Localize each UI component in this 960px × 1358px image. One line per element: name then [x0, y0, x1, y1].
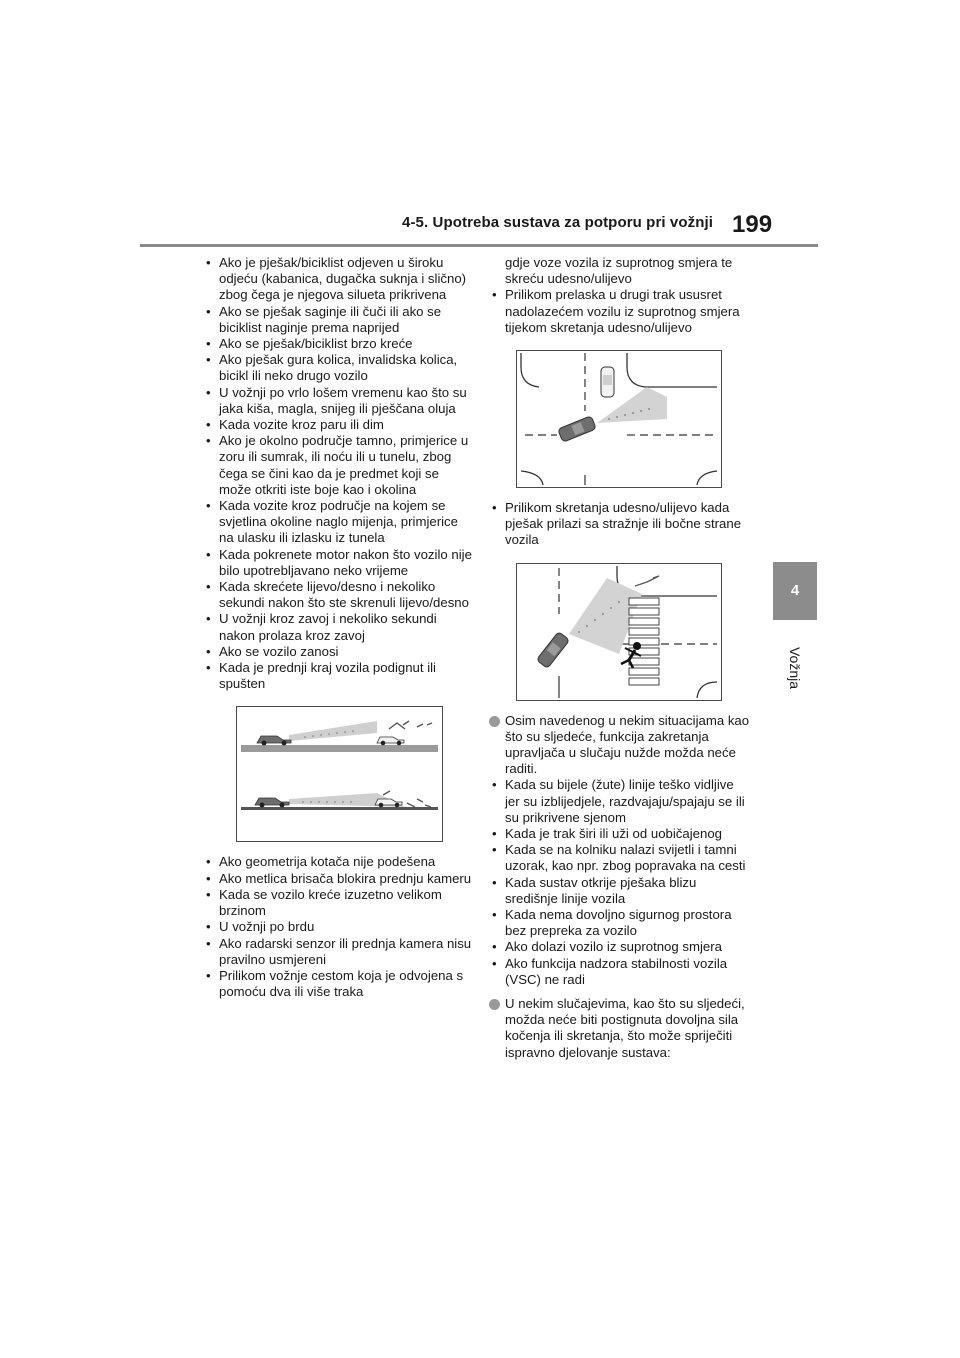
- illustration-pedestrian-crossing: [516, 563, 722, 701]
- illustration-intersection-turn: [516, 350, 722, 488]
- list-item: • Kada sustav otkrije pješaka blizu središnje linije vozila: [489, 875, 751, 907]
- list-item: • Ako geometrija kotača nije podešena: [203, 854, 473, 870]
- list-item: • Ako se pješak/biciklist brzo kreće: [203, 336, 473, 352]
- note-paragraph: U nekim slučajevima, kao što su sljedeći, možda neće biti postignuta dovoljna sila kočenja ili skretanja, što može spriječiti ispravno djelovanje sustava:: [489, 996, 751, 1061]
- section-title: 4-5. Upotreba sustava za potporu pri vožnji: [402, 214, 714, 231]
- list-item: • Ako se vozilo zanosi: [203, 644, 473, 660]
- list-item: • Kada je trak širi ili uži od uobičajenog: [489, 826, 751, 842]
- bullet-dot-icon: [489, 716, 500, 727]
- bullet-list-top: [203, 255, 473, 692]
- list-item: • Kada je prednji kraj vozila podignut ili spušten: [203, 660, 473, 692]
- chapter-tab: 4: [773, 562, 817, 620]
- list-item: • Ako pješak gura kolica, invalidska kolica, bicikl ili neko drugo vozilo: [203, 352, 473, 384]
- bullet-list-b: [489, 500, 751, 549]
- header-rule: [140, 244, 818, 247]
- page-number: 199: [732, 211, 773, 238]
- list-item-continuation: gdje voze vozila iz suprotnog smjera te skreću udesno/ulijevo: [505, 255, 733, 287]
- bullet-list-bottom: [203, 854, 473, 1000]
- list-item: • Ako se pješak saginje ili čuči ili ako se biciklist naginje prema naprijed: [203, 304, 473, 336]
- list-item: • Ako dolazi vozilo iz suprotnog smjera: [489, 939, 751, 955]
- list-item: • Kada nema dovoljno sigurnog prostora bez prepreka za vozilo: [489, 907, 751, 939]
- list-item: • Ako je pješak/biciklist odjeven u široku odjeću (kabanica, dugačka suknja i slično) zbog čega je njegova silueta prikrivena: [203, 255, 473, 304]
- list-item: • Prilikom vožnje cestom koja je odvojena s pomoću dva ili više traka: [203, 968, 473, 1000]
- bullet-list-c: [489, 777, 751, 988]
- right-column: [489, 255, 751, 1061]
- list-item: • U vožnji kroz zavoj i nekoliko sekundi nakon prolaza kroz zavoj: [203, 611, 473, 643]
- list-item: • Kada vozite kroz područje na kojem se svjetlina okoline naglo mijenja, primjerice na ulasku ili izlasku iz tunela: [203, 498, 473, 547]
- list-item: • Ako metlica brisača blokira prednju kameru: [203, 871, 473, 887]
- list-item: • U vožnji po brdu: [203, 919, 473, 935]
- bullet-dot-icon: [489, 999, 500, 1010]
- list-item: • Prilikom prelaska u drugi trak ususret nadolazećem vozilu iz suprotnog smjera tijekom skretanja udesno/ulijevo: [489, 287, 751, 336]
- list-item: • Kada se vozilo kreće izuzetno velikom brzinom: [203, 887, 473, 919]
- list-item: • U vožnji po vrlo lošem vremenu kao što su jaka kiša, magla, snijeg ili pješčana oluja: [203, 385, 473, 417]
- list-item: • Kada pokrenete motor nakon što vozilo nije bilo upotrebljavano neko vrijeme: [203, 547, 473, 579]
- list-item: • Prilikom skretanja udesno/ulijevo kada pješak prilazi sa stražnje ili bočne strane vozila: [489, 500, 751, 549]
- list-item: • Kada vozite kroz paru ili dim: [203, 417, 473, 433]
- left-column: [203, 255, 473, 1000]
- list-item: • Kada se na kolniku nalazi svijetli i tamni uzorak, kao npr. zbog popravaka na cesti: [489, 842, 751, 874]
- chapter-label: Vožnja: [787, 646, 803, 690]
- bullet-list-a: [489, 255, 751, 336]
- list-item: • Ako je okolno područje tamno, primjerice u zoru ili sumrak, ili noću ili u tunelu, zbog čega se čini kao da je predmet koji se može otkriti iste boje kao i okolina: [203, 433, 473, 498]
- list-item: • Ako funkcija nadzora stabilnosti vozila (VSC) ne radi: [489, 956, 751, 988]
- note-paragraph: Osim navedenog u nekim situacijama kao što su sljedeće, funkcija zakretanja upravljača u slučaju nužde možda neće raditi.: [489, 713, 751, 778]
- list-item: • Kada skrećete lijevo/desno i nekoliko sekundi nakon što ste skrenuli lijevo/desno: [203, 579, 473, 611]
- list-item: • Ako radarski senzor ili prednja kamera nisu pravilno usmjereni: [203, 936, 473, 968]
- list-item: • Kada su bijele (žute) linije teško vidljive jer su izblijedjele, razdvajaju/spajaju se ili su prikrivene sjenom: [489, 777, 751, 826]
- illustration-vehicles-road: [236, 706, 443, 842]
